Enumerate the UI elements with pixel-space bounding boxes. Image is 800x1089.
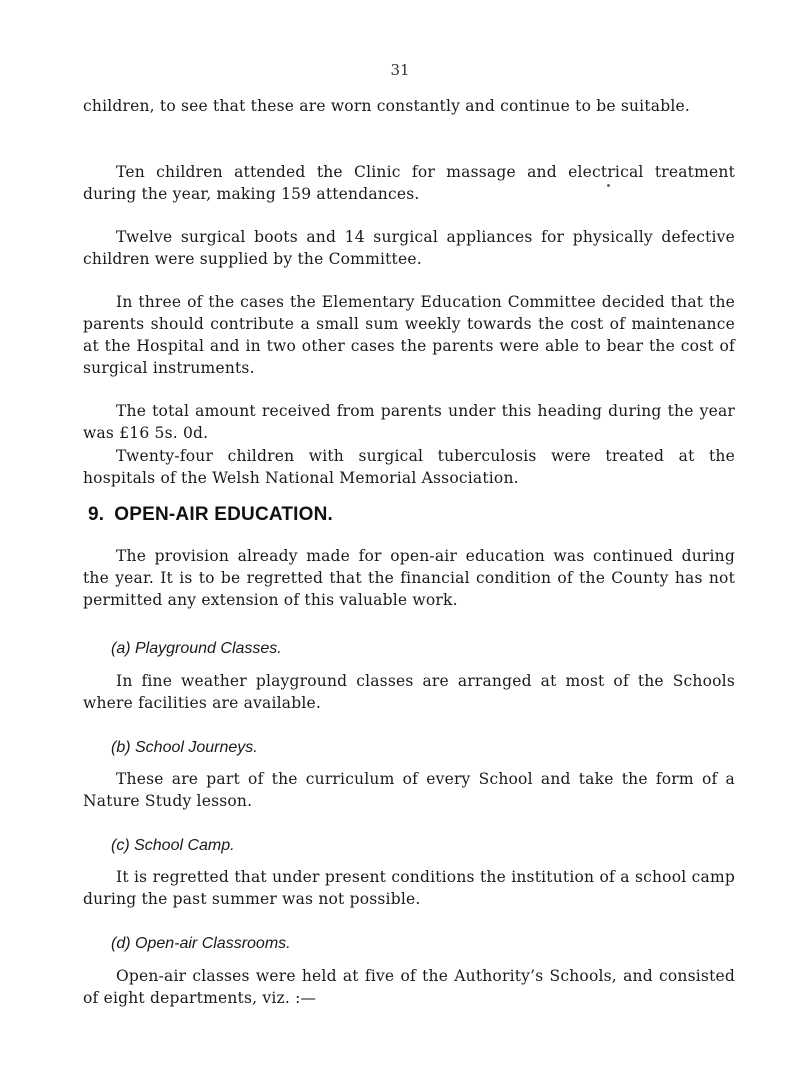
paragraph-surgical-boots: Twelve surgical boots and 14 surgical appliances for physically defective children were supplied by the Committee.: [83, 228, 735, 268]
subsection-heading-classrooms: (d) Open-air Classrooms.: [111, 935, 291, 952]
subsection-text-camp: It is regretted that under present conditions the institution of a school camp during the past summer was not possible.: [83, 868, 735, 908]
subsection-text-journeys: These are part of the curriculum of every School and take the form of a Nature Study lesson.: [83, 770, 735, 810]
section-intro: The provision already made for open-air education was continued during the year. It is to be regretted that the financial condition of the County has not permitted any extension of this valuable work.: [83, 547, 735, 609]
subsection-heading-journeys: (b) School Journeys.: [111, 739, 258, 756]
subsection-heading-playground: (a) Playground Classes.: [111, 640, 282, 657]
paragraph-tuberculosis: Twenty-four children with surgical tuberculosis were treated at the hospitals of the Welsh National Memorial Association.: [83, 447, 735, 487]
subsection-text-playground: In fine weather playground classes are arranged at most of the Schools where facilities are available.: [83, 672, 735, 712]
paragraph-continuation: children, to see that these are worn constantly and continue to be suitable.: [83, 97, 690, 115]
paragraph-parent-contribution: In three of the cases the Elementary Education Committee decided that the parents should contribute a small sum weekly towards the cost of maintenance at the Hospital and in two other cases the parents were able to bear the cost of surgical instruments.: [83, 293, 735, 377]
section-heading: [88, 504, 333, 526]
page-number: 31: [390, 61, 410, 79]
subsection-text-classrooms: Open-air classes were held at five of the Authority’s Schools, and consisted of eight departments, viz. :—: [83, 967, 735, 1007]
paragraph-total-amount: The total amount received from parents under this heading during the year was £16 5s. 0d.: [83, 402, 735, 442]
print-speck: [607, 184, 610, 187]
subsection-heading-camp: (c) School Camp.: [111, 837, 235, 854]
paragraph-massage-treatment: Ten children attended the Clinic for massage and electrical treatment during the year, making 159 attendances.: [83, 163, 735, 203]
section-title: OPEN-AIR EDUCATION.: [114, 504, 334, 525]
section-number: 9.: [88, 504, 105, 525]
